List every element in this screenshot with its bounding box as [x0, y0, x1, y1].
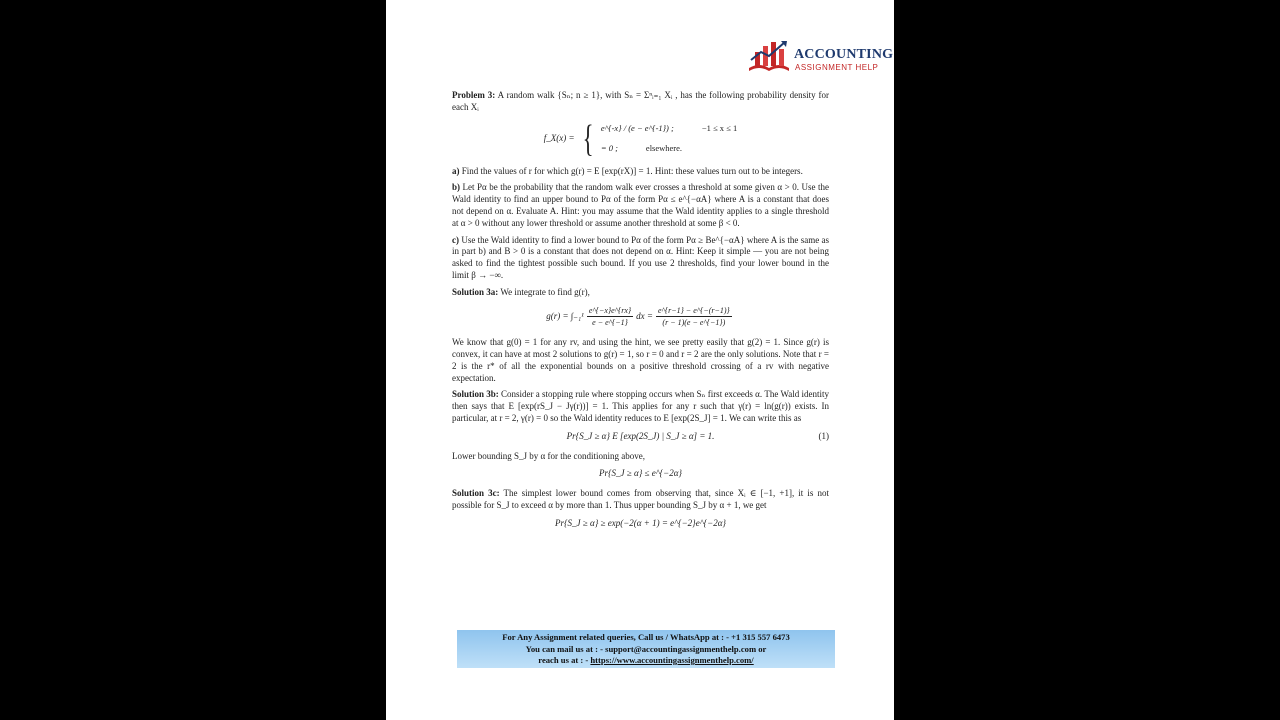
case1-condition: −1 ≤ x ≤ 1 [701, 122, 738, 133]
part-c [452, 235, 829, 282]
gr-mid: dx = [636, 310, 653, 321]
logo-subtitle: ASSIGNMENT HELP [795, 63, 879, 72]
logo-title: ACCOUNTING [794, 47, 894, 62]
solution-3c-text: The simplest lower bound comes from observing that, since Xᵢ ∈ [−1, +1], it is not possible for S_J to exceed α by more than 1. Thus upper bounding S_J by α + 1, we get [452, 488, 829, 510]
solution-3c [452, 488, 829, 512]
part-c-label: c) [452, 234, 459, 245]
part-a [452, 166, 829, 178]
brace-symbol: { [582, 117, 594, 160]
part-b [452, 182, 829, 229]
solution-3a-text2: We know that g(0) = 1 for any rv, and using the hint, we see pretty easily that g(2) = 1. Since g(r) is convex, it can have at most 2 solutions to g(r) = 1, so r = 0 and r = 2 are the only solutions. Note that r = 2 is the r* of all the exponential bounds on a positive threshold crossing of a rv with negative expectation. [452, 337, 829, 383]
part-a-text: Find the values of r for which g(r) = E [exp(rX)] = 1. Hint: these values turn out to be integers. [461, 165, 803, 176]
solution-3c-label: Solution 3c: [452, 488, 500, 499]
part-b-label: b) [452, 182, 461, 193]
gr-equation [452, 305, 829, 330]
solution-3a-label: Solution 3a: [452, 286, 499, 297]
solution-3b-label: Solution 3b: [452, 389, 499, 400]
upper-bound-expr: Pr{S_J ≥ α} ≤ e^{−2α} [598, 468, 683, 479]
problem-label: Problem 3: [452, 90, 496, 100]
lower-bound-expr: Pr{S_J ≥ α} ≥ exp(−2(α + 1) = e^{−2}e^{−2α} [554, 517, 727, 528]
case1-expr: e^{-x} / (e − e^{-1}) ; [600, 122, 674, 133]
density-lhs: f_X(x) = [543, 132, 575, 143]
problem-intro [452, 90, 829, 114]
density-equation [452, 117, 829, 160]
contact-email-line: You can mail us at : - support@accountingassignmenthelp.com or [525, 643, 767, 654]
equation-1 [452, 431, 829, 443]
gr-rhs-num: e^{r−1} − e^{−(r−1)} [656, 305, 732, 318]
part-a-label: a) [452, 165, 460, 176]
contact-web-line [457, 655, 835, 667]
solution-3b-text2: Lower bounding S_J by α for the conditioning above, [452, 450, 645, 461]
website-link[interactable]: https://www.accountingassignmenthelp.com/ [590, 655, 754, 665]
document-page [386, 0, 894, 720]
contact-banner [457, 630, 835, 668]
brand-logo [745, 36, 894, 78]
case2-expr: = 0 ; [600, 142, 618, 153]
solution-3b [452, 389, 829, 424]
solution-3a-text: We integrate to find g(r), [500, 286, 590, 297]
gr-frac-num: e^{−x}e^{rx} [587, 305, 633, 318]
contact-phone-line: For Any Assignment related queries, Call us / WhatsApp at : - +1 315 557 6473 [502, 632, 790, 642]
equation-1-number: (1) [818, 430, 829, 441]
document-body [452, 90, 829, 538]
contact-web-prefix: reach us at : - [538, 655, 591, 665]
gr-frac-den: e − e^{−1} [592, 318, 628, 328]
solution-3a [452, 287, 829, 299]
part-c-text: Use the Wald identity to find a lower bound to Pα of the form Pα ≥ Be^{−αA} where A is the same as in part b) and B > 0 is a constant that does not depend on α. Hint: Keep it simple — you are not being asked to find the tightest possible such bound. If you use 2 thresholds, find your lower bound in the limit β → −∞. [452, 234, 830, 280]
problem-intro-text: A random walk {Sₙ; n ≥ 1}, with Sₙ = Σⁿᵢ₌₁ Xᵢ , has the following probability density for each Xᵢ [452, 90, 829, 112]
book-logo-icon [745, 38, 793, 74]
upper-bound-equation [452, 468, 829, 480]
part-b-text: Let Pα be the probability that the random walk ever crosses a threshold at some given α > 0. Use the Wald identity to find an upper bound to Pα of the form Pα ≤ e^{−αA} where A is a constant that does not depend on α. Evaluate A. Hint: you may assume that the Wald identity applies to a single threshold at α > 0 without any lower threshold or assume another threshold at some β < 0. [452, 182, 829, 228]
gr-lhs: g(r) = ∫₋₁¹ [546, 310, 584, 321]
solution-3b-text: Consider a stopping rule where stopping occurs when Sₙ first exceeds α. The Wald identity then says that E [exp(rS_J − Jγ(r))] = 1. This applies for any r such that γ(r) = ln(g(r)) exists. In particular, at r = 2, γ(r) = 0 so the Wald identity reduces to E [exp(2S_J] = 1. We can write this as [452, 389, 829, 423]
equation-1-expr: Pr{S_J ≥ α} E [exp(2S_J) | S_J ≥ α] = 1. [566, 430, 715, 441]
gr-rhs-den: (r − 1)(e − e^{−1}) [662, 318, 726, 328]
lower-bound-equation [452, 518, 829, 530]
case2-condition: elsewhere. [645, 142, 683, 153]
